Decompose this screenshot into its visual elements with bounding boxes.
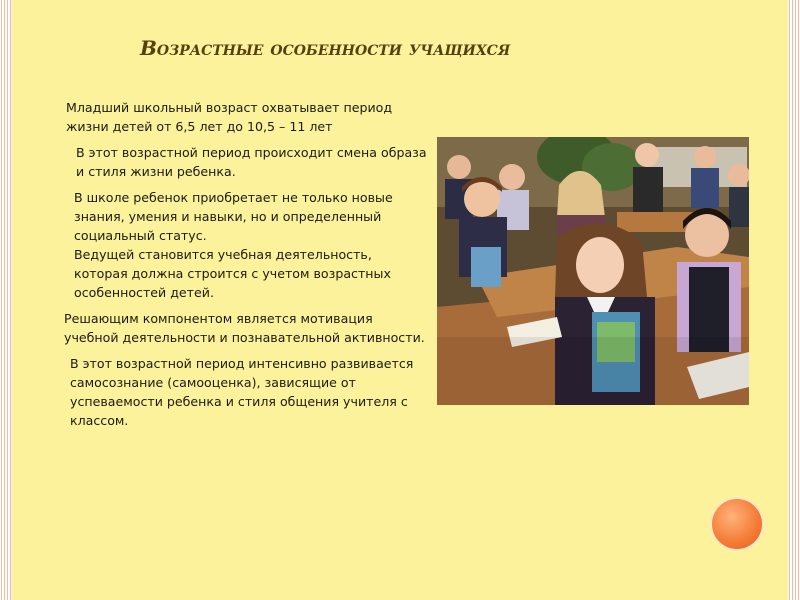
left-edge-decoration [1,0,11,600]
decorative-orange-circle [712,499,762,549]
paragraph-self-esteem: В этот возрастной период интенсивно развивается самосознание (самооценка), зависящие от успеваемости ребенка и стиля общения учителя с классом. [70,356,414,428]
paragraph-school-status: В школе ребенок приобретает не только новые знания, умения и навыки, но и определенный социальный статус. Ведущей становится учебная деятельность, которая должна строится с учетом возрастных особенностей детей. [74,190,393,300]
paragraph-motivation: Решающим компонентом является мотивация учебной деятельности и познавательной активности. [64,311,425,345]
classroom-photo [437,137,749,405]
paragraph-age-range: Младший школьный возраст охватывает период жизни детей от 6,5 лет до 10,5 – 11 лет [66,100,393,134]
classroom-illustration [437,137,749,405]
right-edge-decoration [789,0,799,600]
body-text [64,98,429,437]
slide-title: Возрастные особенности учащихся [140,36,511,60]
paragraph-lifestyle-change: В этот возрастной период происходит смена образа и стиля жизни ребенка. [76,145,427,179]
